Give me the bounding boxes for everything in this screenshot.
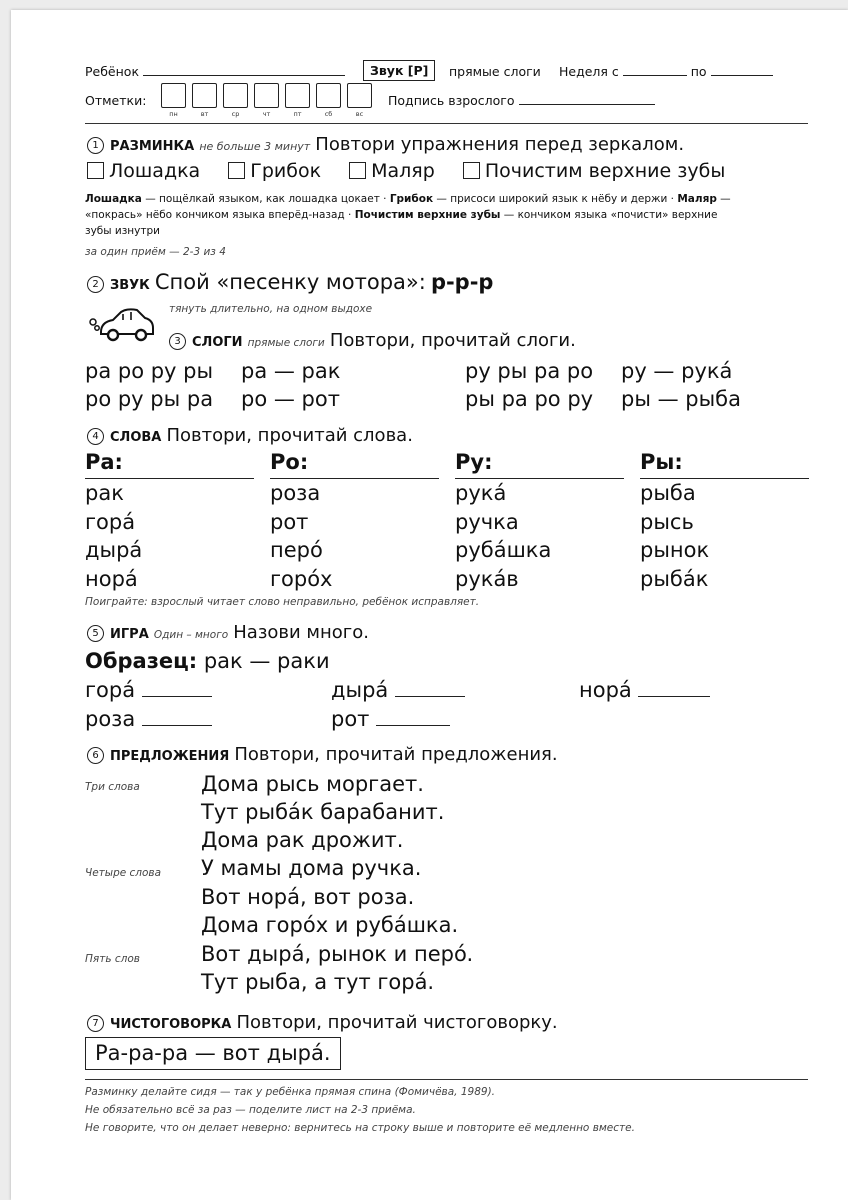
tongue-twister-box: Ра-ра-ра — вот дырá. [85,1037,341,1070]
words-column [455,450,624,593]
day-checkbox[interactable] [192,83,217,108]
day-box[interactable] [316,83,341,118]
sentence-line: Вот дырá, рынок и перó. [201,942,474,966]
syllables-type: прямые слоги [449,64,541,79]
week-from-line[interactable] [623,75,687,76]
answer-line[interactable] [376,725,450,726]
warmup-options [87,160,725,182]
game-item[interactable]: рот [331,707,450,731]
child-field[interactable] [85,64,345,79]
day-box[interactable] [254,83,279,118]
signature-label: Подпись взрослого [388,93,515,108]
list-item: рукáв [455,566,519,591]
day-checkbox[interactable] [347,83,372,108]
list-item: рубáшка [455,538,552,562]
day-box[interactable] [161,83,186,118]
signature-field[interactable] [388,93,655,108]
game-sample [85,649,330,673]
list-item: рыбáк [640,566,709,591]
week-to-line[interactable] [711,75,773,76]
list-item: рак [85,481,124,505]
answer-line[interactable] [142,696,212,697]
sentence-line: Дома рысь моргает. [201,772,424,796]
warmup-description: Лошадка — пощёлкай языком, как лошадка цокает · Грибок — присоси широкий язык к нёбу и держи · Маляр — «покрась» нёбо кончиком языка вперёд-назад · Почистим верхние зубы — кончиком языка «почисти» верхние зубы изнутри [85,193,731,237]
checkbox[interactable] [349,162,366,179]
section-number: 7 [87,1015,104,1032]
day-label: вт [200,110,209,118]
tongue-title: ЧИСТОГОВОРКА [110,1017,232,1032]
sound-title: ЗВУК [110,278,150,293]
option-malyar[interactable]: Маляр [349,160,435,182]
syllables-note: прямые слоги [247,337,325,349]
syllable-cell: ры ра ро ру [465,387,594,411]
sentence-line: Тут рыба, а тут горá. [201,970,435,994]
game-item[interactable]: норá [579,678,710,702]
warmup-heading [87,134,684,155]
game-heading [87,622,369,643]
section-number: 6 [87,747,104,764]
column-header: Ра: [85,450,254,479]
sentences-title: ПРЕДЛОЖЕНИЯ [110,749,230,764]
day-box[interactable] [223,83,248,118]
list-item: дырá [85,538,143,562]
sentence-line: У мамы дома ручка. [201,856,422,880]
game-note: Один – много [153,629,229,641]
list-item: рынок [640,538,710,562]
day-checkbox[interactable] [316,83,341,108]
words-title: СЛОВА [110,430,162,445]
column-header: Ры: [640,450,809,479]
option-teeth[interactable]: Почистим верхние зубы [463,160,725,182]
worksheet-page [11,10,848,1200]
group-label: Три слова [85,781,140,793]
checkbox[interactable] [463,162,480,179]
day-label: ср [231,110,240,118]
list-item: рысь [640,509,694,534]
day-label: вс [355,110,364,118]
list-item: рукá [455,481,507,505]
game-instruction: Назови много. [233,622,369,643]
day-label: пн [169,110,178,118]
list-item: ручка [455,509,519,534]
day-checkbox[interactable] [254,83,279,108]
sound-instruction: Спой «песенку мотора»: [154,270,426,294]
syllable-cell: ра — рак [241,359,341,383]
day-label: чт [262,110,271,118]
sentence-line: Дома рак дрожит. [201,828,404,852]
day-checkbox[interactable] [285,83,310,108]
motor-sound: р-р-р [430,270,494,294]
section-number: 3 [169,333,186,350]
day-box[interactable] [192,83,217,118]
section-number: 1 [87,137,104,154]
syllable-cell: ры — рыба [621,387,741,411]
sentences-heading [87,744,558,765]
syllable-cell: ра ро ру ры [85,359,214,383]
list-item: перó [270,538,323,562]
sound-box: Звук [Р] [363,60,435,81]
week-from-label: Неделя с [559,64,619,79]
day-checkbox[interactable] [223,83,248,108]
header-divider [85,123,808,124]
week-field[interactable] [559,64,773,79]
checkbox[interactable] [228,162,245,179]
answer-line[interactable] [638,696,710,697]
words-game-note: Поиграйте: взрослый читает слово неправильно, ребёнок исправляет. [85,596,480,608]
sentences-instruction: Повтори, прочитай предложения. [234,744,558,765]
sentence-line: Дома горóх и рубáшка. [201,913,459,937]
syllables-title: СЛОГИ [192,335,243,350]
game-item[interactable]: дырá [331,678,465,702]
syllable-cell: ро — рот [241,387,340,411]
checkbox[interactable] [87,162,104,179]
words-column [270,450,439,593]
column-header: Ру: [455,450,624,479]
words-table [85,450,809,593]
answer-line[interactable] [395,696,465,697]
footer-divider [85,1079,808,1080]
syllable-cell: ру ры ра ро [465,359,594,383]
list-item: роза [270,481,321,505]
day-box[interactable] [285,83,310,118]
footer-note: Не обязательно всё за раз — поделите лист на 2-3 приёма. [85,1104,416,1116]
syllables-heading [169,330,576,351]
tongue-heading [87,1012,558,1033]
day-label: пт [293,110,302,118]
child-name-line[interactable] [143,75,345,76]
words-instruction: Повтори, прочитай слова. [166,425,413,446]
week-to-label: по [690,64,707,79]
words-column [640,450,809,593]
section-number: 2 [87,276,104,293]
car-icon [87,306,159,346]
warmup-per-session: за один приём — 2-3 из 4 [85,246,226,258]
section-number: 5 [87,625,104,642]
sample-text: рак — раки [203,649,330,673]
warmup-instruction: Повтори упражнения перед зеркалом. [315,134,685,155]
list-item: рыба [640,481,696,505]
list-item: горá [85,509,136,534]
words-heading [87,425,413,446]
syllables-instruction: Повтори, прочитай слоги. [329,330,576,351]
group-label: Четыре слова [85,867,162,879]
game-item[interactable]: горá [85,678,212,702]
section-number: 4 [87,428,104,445]
group-label: Пять слов [85,953,140,965]
syllable-cell: ру — рукá [621,359,733,383]
syllable-cell: ро ру ры ра [85,387,214,411]
day-box[interactable] [347,83,372,118]
words-column [85,450,254,593]
sound-heading [87,270,493,294]
answer-line[interactable] [142,725,212,726]
sound-note: тянуть длительно, на одном выдохе [169,303,373,315]
sentence-line: Вот норá, вот роза. [201,885,415,909]
day-label: сб [324,110,333,118]
list-item: горóх [270,566,333,591]
day-checkbox[interactable] [161,83,186,108]
sample-label: Образец: [85,649,198,673]
signature-line[interactable] [519,104,655,105]
option-gribok[interactable]: Грибок [228,160,321,182]
list-item: рот [270,509,309,534]
warmup-note: не больше 3 минут [199,140,311,153]
column-header: Ро: [270,450,439,479]
option-loshadka[interactable]: Лошадка [87,160,200,182]
list-item: норá [85,566,138,591]
day-boxes [161,83,372,118]
footer-note: Разминку делайте сидя — так у ребёнка прямая спина (Фомичёва, 1989). [85,1086,496,1098]
child-label: Ребёнок [85,64,139,79]
marks-label: Отметки: [85,93,147,108]
tongue-instruction: Повтори, прочитай чистоговорку. [236,1012,558,1033]
warmup-title: РАЗМИНКА [110,139,195,154]
game-item[interactable]: роза [85,707,212,731]
sentence-line: Тут рыбáк барабанит. [201,800,445,824]
game-title: ИГРА [110,627,149,642]
footer-note: Не говорите, что он делает неверно: вернитесь на строку выше и повторите её медленно вместе. [85,1122,635,1134]
